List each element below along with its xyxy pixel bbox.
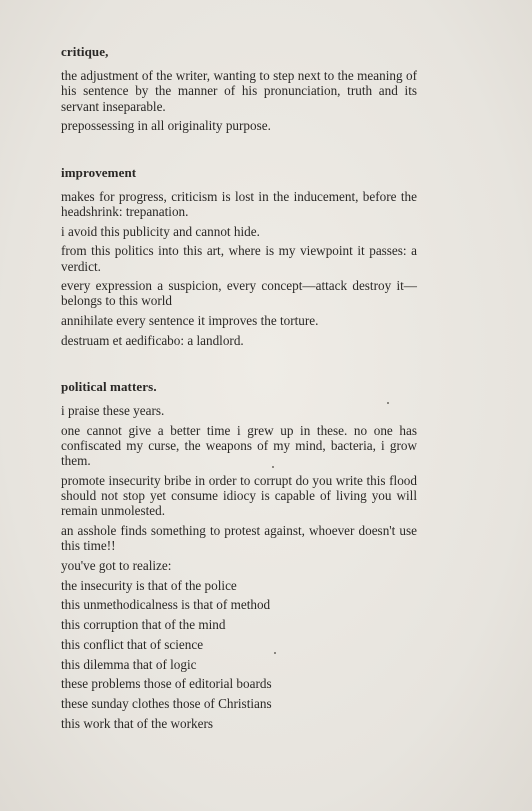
paper-speck — [272, 466, 274, 468]
paragraph: these sunday clothes those of Christians — [61, 696, 272, 711]
paragraph: this work that of the workers — [61, 715, 213, 731]
paper-speck — [387, 402, 389, 404]
paragraph: this conflict that of science — [61, 636, 204, 652]
paragraph: makes for progress, criticism is lost in the inducement, before the headshrink: trepanation. — [61, 188, 417, 219]
paragraph: this unmethodicalness is that of method — [61, 597, 271, 613]
section-heading: critique, — [61, 44, 109, 59]
paragraph: i praise these years. — [61, 403, 165, 419]
paragraph: this dilemma that of logic — [61, 656, 197, 672]
paragraph: you've got to realize: — [61, 558, 172, 574]
paragraph: promote insecurity bribe in order to corrupt do you write this flood should not stop yet consume idiocy is capable of living you will remain unmolested. — [61, 473, 417, 519]
paragraph: this corruption that of the mind — [61, 617, 226, 633]
section-heading: political matters. — [61, 379, 157, 395]
paragraph: an asshole finds something to protest against, whoever doesn't use this time!! — [61, 523, 417, 554]
section-improvement — [61, 165, 417, 349]
paragraph: prepossessing in all originality purpose. — [61, 118, 271, 134]
paragraph: the insecurity is that of the police — [61, 577, 237, 593]
section-heading: improvement — [61, 164, 137, 180]
paragraph: from this politics into this art, where is my viewpoint it passes: a verdict. — [61, 243, 417, 274]
section-critique — [61, 44, 417, 134]
paragraph: one cannot give a better time i grew up in these. no one has confiscated my curse, the weapons of my mind, bacteria, i grow them. — [61, 422, 417, 469]
paragraph: these problems those of editorial boards — [61, 676, 272, 692]
paragraph: annihilate every sentence it improves the torture. — [61, 313, 319, 329]
paragraph: destruam et aedificabo: a landlord. — [61, 332, 244, 348]
paragraph: i avoid this publicity and cannot hide. — [61, 223, 260, 239]
section-political-matters — [61, 379, 417, 731]
paragraph: every expression a suspicion, every concept—attack destroy it— belongs to this world — [61, 278, 417, 309]
page-content — [61, 44, 417, 762]
paper-speck — [274, 652, 276, 654]
paragraph: the adjustment of the writer, wanting to step next to the meaning of his sentence by the manner of his pronunciation, truth and its servant inseparable. — [61, 68, 417, 114]
